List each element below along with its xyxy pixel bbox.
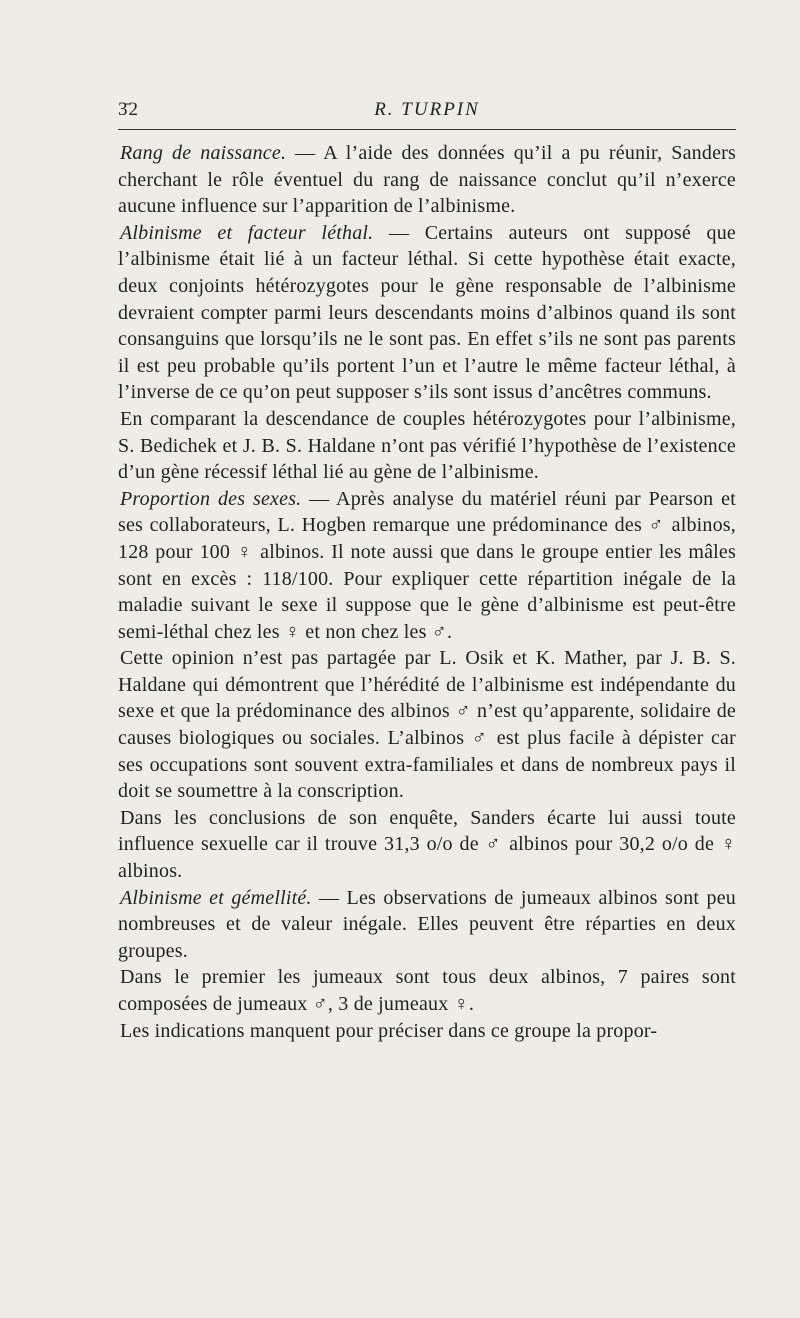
paragraph-text: — Les observations de jumeaux albinos sont peu nombreuses et de valeur inégale. Elles peuvent être réparties en deux groupes. bbox=[118, 886, 736, 962]
paragraph-facteur-lethal bbox=[118, 220, 736, 406]
page-header bbox=[118, 95, 736, 121]
section-title: Albinisme et gémellité. bbox=[120, 886, 312, 909]
paragraph-premier-groupe bbox=[118, 964, 736, 1017]
paragraph-rang-de-naissance bbox=[118, 140, 736, 220]
section-title: Proportion des sexes. bbox=[120, 487, 302, 510]
paragraph-proportion-des-sexes bbox=[118, 486, 736, 646]
paragraph-text: — A l’aide des données qu’il a pu réunir, Sanders cherchant le rôle éventuel du rang de naissance conclut qu’il n’exerce aucune influence sur l’apparition de l’albinisme. bbox=[118, 142, 736, 218]
paragraph-text: En comparant la descendance de couples hétérozygotes pour l’albinisme, S. Bedichek et J. B. S. Haldane n’ont pas vérifié l’hypothèse de l’existence d’un gène récessif léthal lié au gène de l’albinisme. bbox=[118, 407, 736, 484]
paragraph-bedichek-haldane bbox=[118, 406, 736, 486]
paragraph-text: Cette opinion n’est pas partagée par L. Osik et K. Mather, par J. B. S. Haldane qui démontrent que l’hérédité de l’albinisme est indépendante du sexe et que la prédominance des albinos ♂ n’est qu’apparente, solidaire de causes biologiques ou sociales. L’albinos ♂ est plus facile à dépister car ses occupations sont souvent extra-familiales et dans de nombreux pays il doit se soumettre à la conscription. bbox=[118, 647, 736, 803]
paragraph-sanders-conclusions bbox=[118, 805, 736, 885]
paragraph-gemellite bbox=[118, 885, 736, 965]
paragraph-text: — Après analyse du matériel réuni par Pearson et ses collaborateurs, L. Hogben remarque une prédominance des ♂ albinos, 128 pour 100 ♀ albinos. Il note aussi que dans le groupe entier les mâles sont en excès : 118/100. Pour expliquer cette répartition inégale de la maladie suivant le sexe il suppose que le gène d’albinisme est peut-être semi-léthal chez les ♀ et non chez les ♂. bbox=[118, 487, 736, 643]
page-number: 3̄2 bbox=[118, 99, 139, 120]
body-text bbox=[118, 140, 736, 1044]
paragraph-text: Les indications manquent pour préciser dans ce groupe la propor- bbox=[120, 1019, 658, 1042]
section-title: Rang de naissance. bbox=[120, 142, 287, 164]
section-title: Albinisme et facteur léthal. bbox=[120, 221, 374, 244]
running-head: R. TURPIN bbox=[374, 99, 480, 120]
paragraph-text: — Certains auteurs ont supposé que l’albinisme était lié à un facteur léthal. Si cette hypothèse était exacte, deux conjoints hétérozygotes pour le gène responsable de l’albinisme devraient compter parmi leurs descendants moins d’albinos quand ils sont consanguins que lorsqu’ils ne le sont pas. En effet s’ils ne sont pas parents il est peu probable qu’ils portent l’un et l’autre le même facteur léthal, à l’inverse de ce qu’on peut supposer s’ils sont issus d’ancêtres communs. bbox=[118, 221, 736, 404]
paragraph-osik-mather bbox=[118, 645, 736, 805]
paragraph-text: Dans les conclusions de son enquête, Sanders écarte lui aussi toute influence sexuelle car il trouve 31,3 o/o de ♂ albinos pour 30,2 o/o de ♀ albinos. bbox=[118, 806, 736, 883]
header-rule bbox=[118, 129, 736, 130]
paragraph-indications bbox=[118, 1018, 736, 1045]
paragraph-text: Dans le premier les jumeaux sont tous deux albinos, 7 paires sont composées de jumeaux ♂, 3 de jumeaux ♀. bbox=[118, 966, 736, 1015]
